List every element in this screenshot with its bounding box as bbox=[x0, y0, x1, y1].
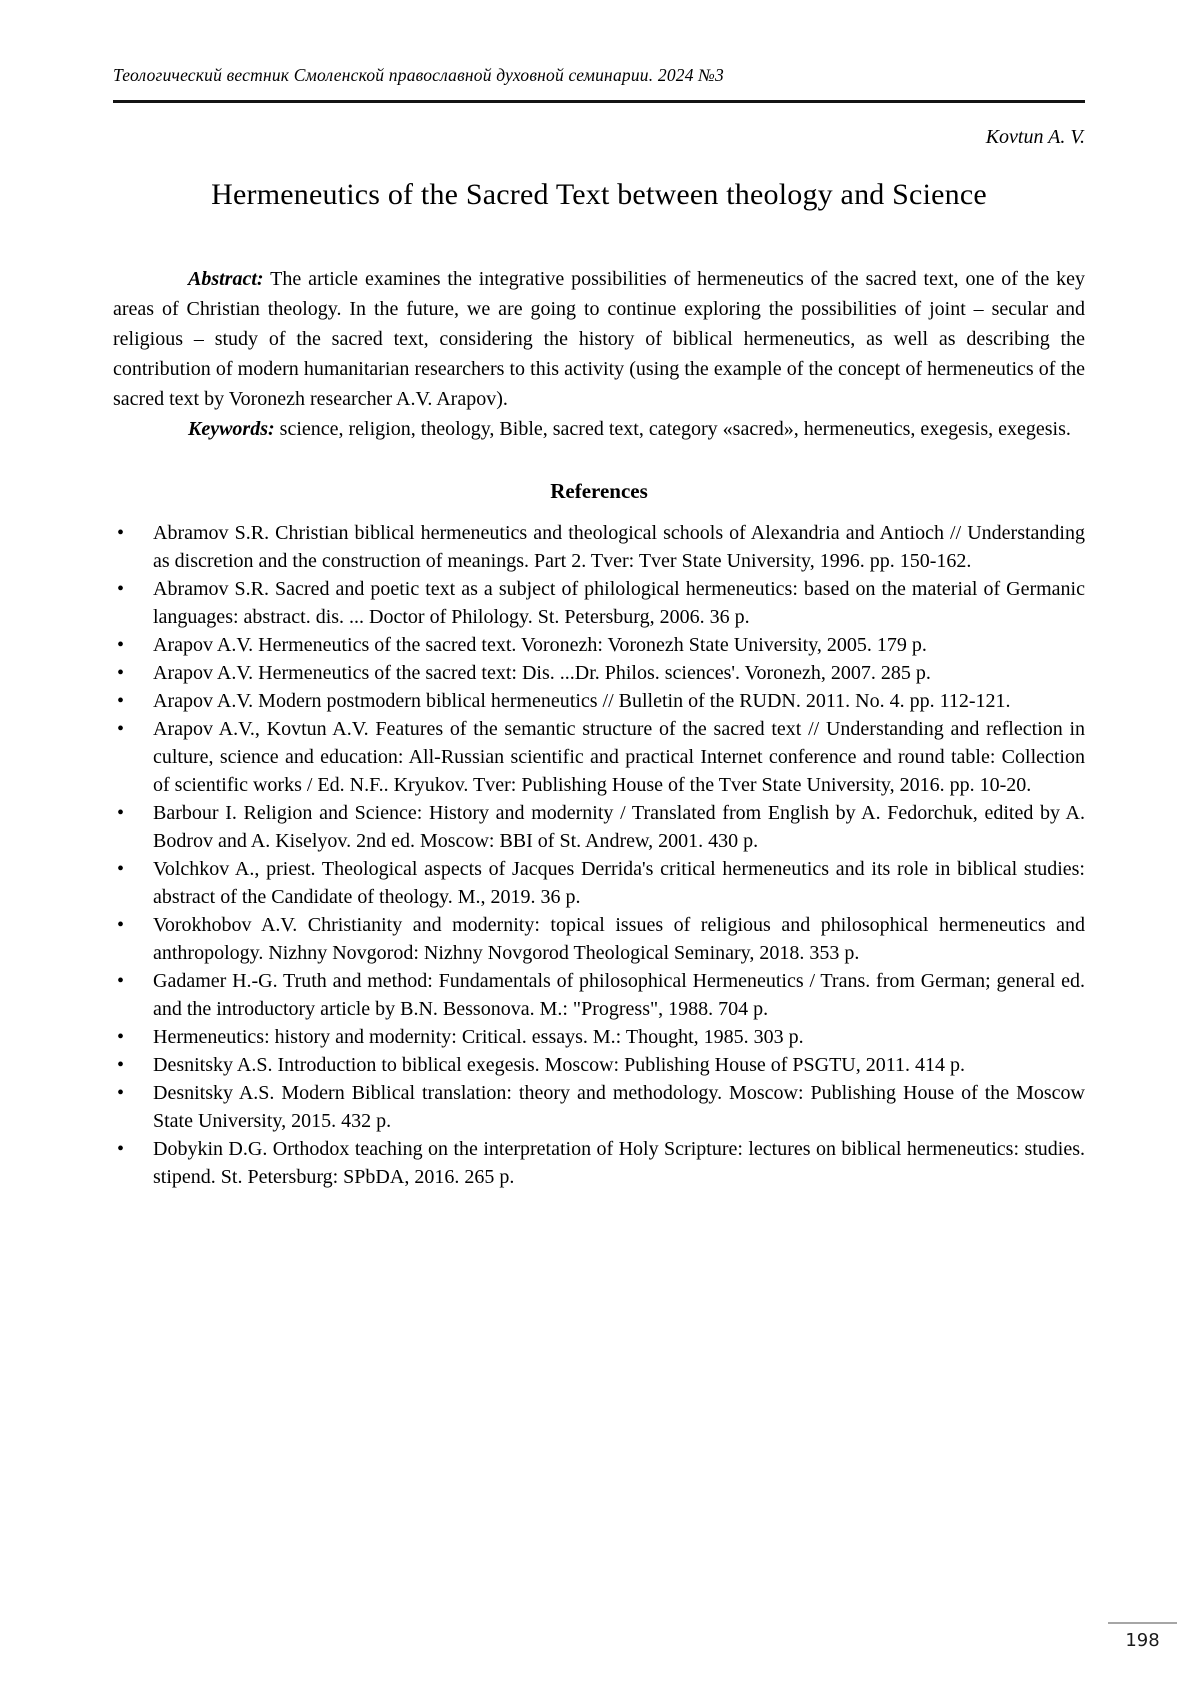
reference-item: • Vorokhobov A.V. Christianity and modernity: topical issues of religious and philosophical hermeneutics and anthropology. Nizhny Novgorod: Nizhny Novgorod Theological Seminary, 2018. 353 p. bbox=[113, 911, 1085, 967]
reference-item: • Dobykin D.G. Orthodox teaching on the interpretation of Holy Scripture: lectures on biblical hermeneutics: studies. stipend. St. Petersburg: SPbDA, 2016. 265 p. bbox=[113, 1135, 1085, 1191]
reference-item: • Desnitsky A.S. Introduction to biblical exegesis. Moscow: Publishing House of PSGTU, 2011. 414 p. bbox=[113, 1051, 1085, 1079]
reference-item: • Abramov S.R. Sacred and poetic text as a subject of philological hermeneutics: based on the material of Germanic languages: abstract. dis. ... Doctor of Philology. St. Petersburg, 2006. 36 p. bbox=[113, 575, 1085, 631]
reference-item: • Gadamer H.-G. Truth and method: Fundamentals of philosophical Hermeneutics / Trans. from German; general ed. and the introductory article by B.N. Bessonova. M.: "Progress", 1988. 704 p. bbox=[113, 967, 1085, 1023]
abstract-paragraph bbox=[113, 264, 1085, 414]
references-list bbox=[113, 519, 1085, 1191]
footer-rule bbox=[1108, 1622, 1177, 1624]
reference-item: • Arapov A.V., Kovtun A.V. Features of the semantic structure of the sacred text // Understanding and reflection in culture, science and education: All-Russian scientific and practical Internet conference and round table: Collection of scientific works / Ed. N.F.. Kryukov. Tver: Publishing House of the Tver State University, 2016. pp. 10-20. bbox=[113, 715, 1085, 799]
reference-item: • Hermeneutics: history and modernity: Critical. essays. M.: Thought, 1985. 303 p. bbox=[113, 1023, 1085, 1051]
reference-item: • Arapov A.V. Modern postmodern biblical hermeneutics // Bulletin of the RUDN. 2011. No. 4. pp. 112-121. bbox=[113, 687, 1085, 715]
header-rule bbox=[113, 100, 1085, 103]
keywords-paragraph bbox=[113, 414, 1085, 444]
article-title: Hermeneutics of the Sacred Text between theology and Science bbox=[211, 178, 987, 211]
reference-item: • Volchkov A., priest. Theological aspects of Jacques Derrida's critical hermeneutics and its role in biblical studies: abstract of the Candidate of theology. M., 2019. 36 p. bbox=[113, 855, 1085, 911]
references-heading: References bbox=[550, 479, 648, 503]
reference-item: • Abramov S.R. Christian biblical hermeneutics and theological schools of Alexandria and Antioch // Understanding as discretion and the construction of meanings. Part 2. Tver: Tver State University, 1996. pp. 150-162. bbox=[113, 519, 1085, 575]
page-header bbox=[113, 64, 1085, 103]
page-footer bbox=[1108, 1622, 1177, 1652]
keywords-text: science, religion, theology, Bible, sacred text, category «sacred», hermeneutics, exegesis, exegesis. bbox=[274, 418, 1071, 440]
reference-item: • Arapov A.V. Hermeneutics of the sacred text: Dis. ...Dr. Philos. sciences'. Voronezh, 2007. 285 p. bbox=[113, 659, 1085, 687]
author-name: Kovtun A. V. bbox=[985, 126, 1085, 148]
reference-item: • Arapov A.V. Hermeneutics of the sacred text. Voronezh: Voronezh State University, 2005. 179 p. bbox=[113, 631, 1085, 659]
journal-header-line: Теологический вестник Смоленской православной духовной семинарии. 2024 №3 bbox=[113, 65, 724, 85]
abstract-text: The article examines the integrative possibilities of hermeneutics of the sacred text, one of the key areas of Christian theology. In the future, we are going to continue exploring the possibilities of joint – secular and religious – study of the sacred text, considering the history of biblical hermeneutics, as well as describing the contribution of modern humanitarian researchers to this activity (using the example of the concept of hermeneutics of the sacred text by Voronezh researcher A.V. Arapov). bbox=[113, 268, 1085, 410]
reference-item: • Barbour I. Religion and Science: History and modernity / Translated from English by A. Fedorchuk, edited by A. Bodrov and A. Kiselyov. 2nd ed. Moscow: BBI of St. Andrew, 2001. 430 p. bbox=[113, 799, 1085, 855]
page-number: 198 bbox=[1125, 1630, 1160, 1651]
reference-item: • Desnitsky A.S. Modern Biblical translation: theory and methodology. Moscow: Publishing House of the Moscow State University, 2015. 432 p. bbox=[113, 1079, 1085, 1135]
abstract-label: Abstract: bbox=[188, 268, 264, 290]
keywords-label: Keywords: bbox=[188, 418, 275, 440]
